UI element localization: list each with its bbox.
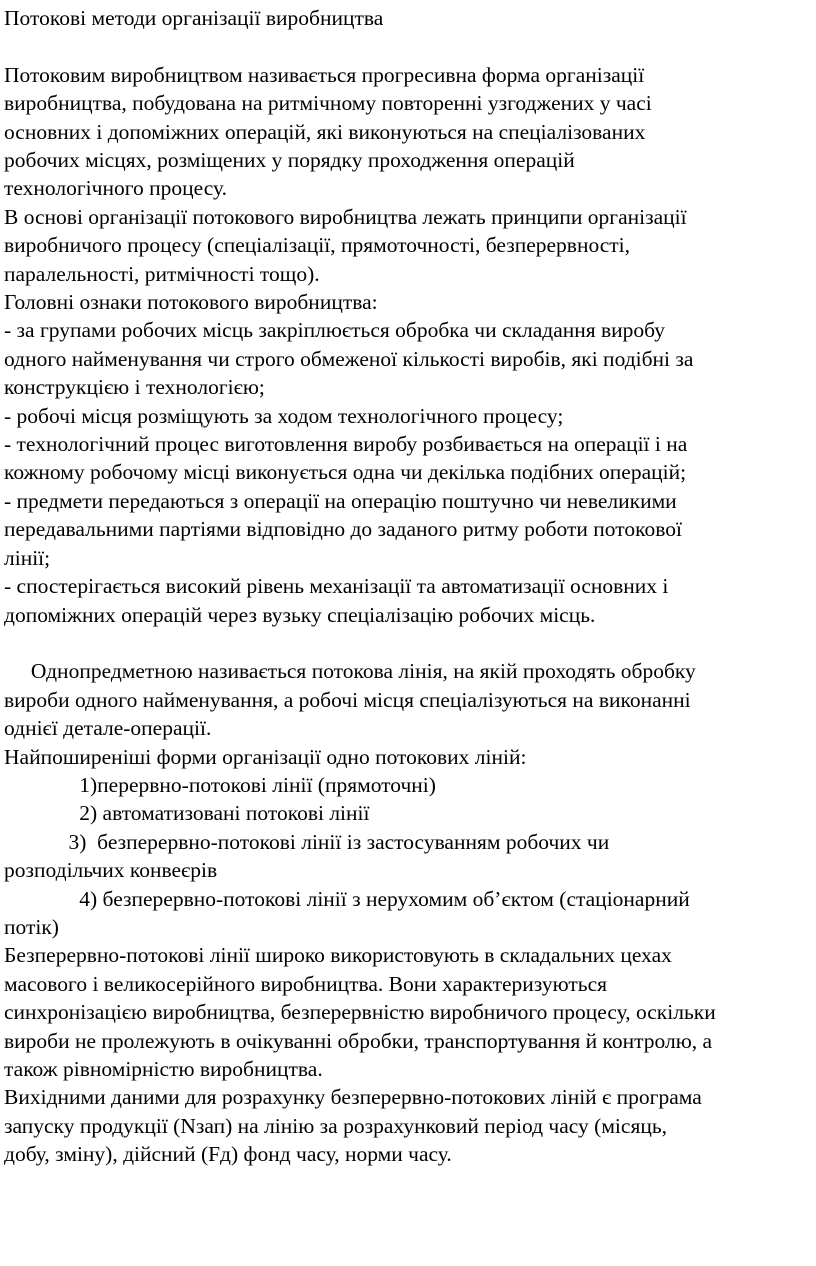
- intro-section: [4, 61, 812, 629]
- text-line: передавальними партіями відповідно до заданого ритму роботи потокової: [4, 517, 682, 542]
- text-line: - технологічний процес виготовлення виробу розбивається на операції і на: [4, 432, 688, 457]
- text-line: - за групами робочих місць закріплюється обробка чи складання виробу: [4, 318, 666, 343]
- document-title: Потокові методи організації виробництва: [4, 6, 384, 30]
- text-line: кожному робочому місці виконується одна чи декілька подібних операцій;: [4, 460, 687, 485]
- text-line: виробничого процесу (спеціалізації, прямоточності, безперервності,: [4, 233, 631, 258]
- text-line: паралельності, ритмічності тощо).: [4, 261, 320, 286]
- text-line: - спостерігається високий рівень механізації та автоматизації основних і: [4, 574, 669, 599]
- text-line: робочих місцях, розміщених у порядку проходження операцій: [4, 148, 575, 173]
- text-line: одного найменування чи строго обмеженої кількості виробів, які подібні за: [4, 346, 694, 371]
- text-line: допоміжних операцій через вузьку спеціалізацію робочих місць.: [4, 602, 596, 627]
- text-line: лінії;: [4, 545, 51, 570]
- text-line: виробництва, побудована на ритмічному повторенні узгоджених у часі: [4, 91, 652, 116]
- text-line: 2) автоматизовані потокові лінії: [4, 801, 370, 826]
- text-line: 3) безперервно-потокові лінії із застосуванням робочих чи: [4, 829, 610, 854]
- text-line: - робочі місця розміщують за ходом технологічного процесу;: [4, 403, 564, 428]
- text-line: Найпоширеніші форми організації одно потокових ліній:: [4, 744, 527, 769]
- text-line: однієї детале-операції.: [4, 716, 212, 741]
- text-line: технологічного процесу.: [4, 176, 227, 201]
- text-line: потік): [4, 914, 59, 939]
- text-line: запуску продукції (Nзап) на лінію за розрахунковий період часу (місяць,: [4, 1113, 668, 1138]
- text-line: В основі організації потокового виробництва лежать принципи організації: [4, 204, 687, 229]
- text-line: - предмети передаються з операції на операцію поштучно чи невеликими: [4, 488, 677, 513]
- text-line: 1)перервно-потокові лінії (прямоточні): [4, 772, 436, 797]
- text-line: вироби не пролежують в очікуванні обробки, транспортування й контролю, а: [4, 1028, 713, 1053]
- text-line: масового і великосерійного виробництва. Вони характеризуються: [4, 971, 607, 996]
- blank-line: [4, 629, 812, 657]
- text-line: розподільчих конвеєрів: [4, 858, 218, 883]
- blank-line: [4, 32, 812, 60]
- text-line: також рівномірністю виробництва.: [4, 1057, 323, 1081]
- text-line: Головні ознаки потокового виробництва:: [4, 290, 378, 315]
- text-line: вироби одного найменування, а робочі місця спеціалізуються на виконанні: [4, 687, 691, 712]
- text-line: Безперервно-потокові лінії широко використовують в складальних цехах: [4, 943, 672, 968]
- second-section: [4, 657, 812, 1168]
- text-line: конструкцією і технологією;: [4, 375, 265, 400]
- text-line: основних і допоміжних операцій, які виконуються на спеціалізованих: [4, 119, 646, 144]
- text-line: синхронізацією виробництва, безперервністю виробничого процесу, оскільки: [4, 1000, 716, 1025]
- text-line: Вихідними даними для розрахунку безперервно-потокових ліній є програма: [4, 1085, 702, 1110]
- text-line: 4) безперервно-потокові лінії з нерухомим об’єктом (стаціонарний: [4, 886, 690, 911]
- text-line: Потоковим виробництвом називається прогресивна форма організації: [4, 62, 645, 87]
- text-line: добу, зміну), дійсний (Fд) фонд часу, норми часу.: [4, 1142, 452, 1167]
- text-line: Однопредметною називається потокова лінія, на якій проходять обробку: [4, 659, 696, 684]
